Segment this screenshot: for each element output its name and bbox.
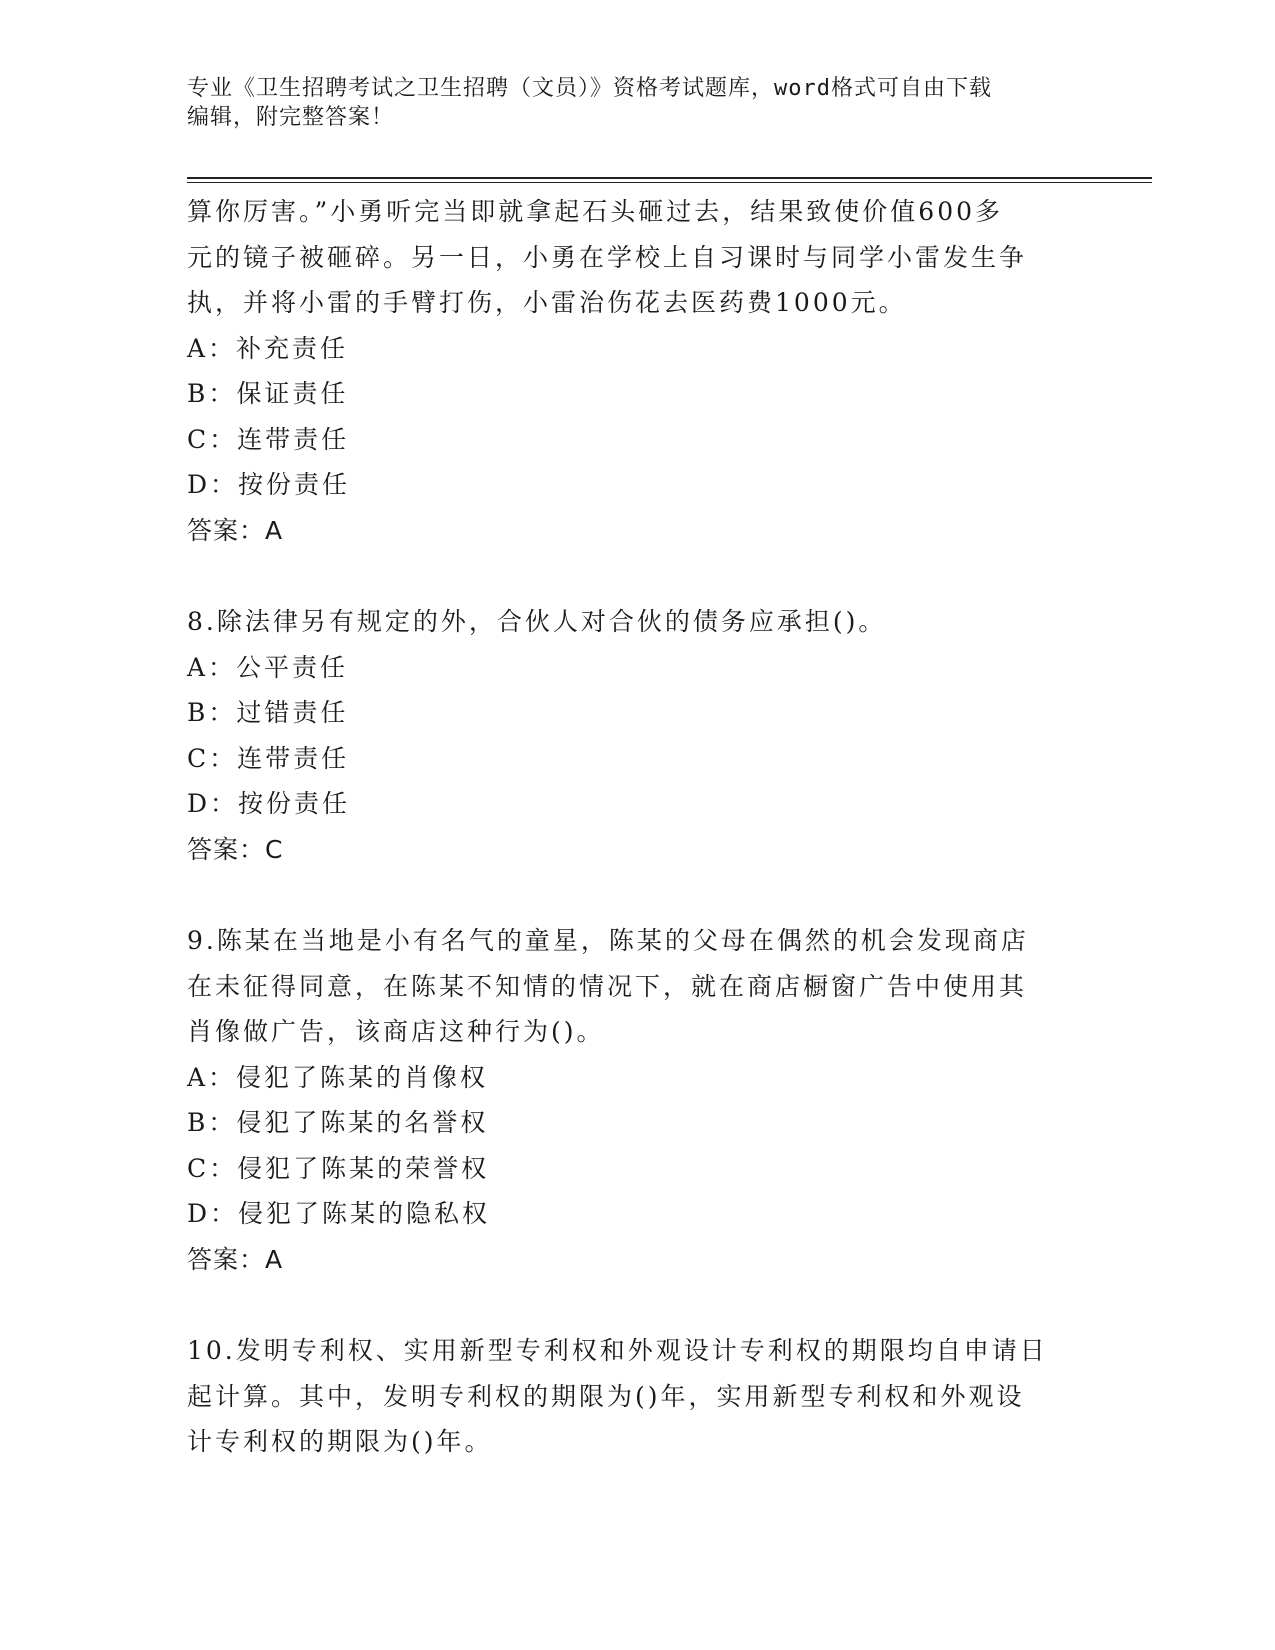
header-rule-thick (187, 177, 1152, 179)
option-a: A：侵犯了陈某的肖像权 (187, 1062, 489, 1092)
header-rule-thin (187, 182, 1152, 183)
question-text-line: 算你厉害。”小勇听完当即就拿起石头砸过去，结果致使价值600多 (187, 197, 1004, 226)
question-text-line: 在未征得同意，在陈某不知情的情况下，就在商店橱窗广告中使用其 (187, 971, 1028, 1001)
question-text-line: 元的镜子被砸碎。另一日，小勇在学校上自习课时与同学小雷发生争 (187, 242, 1028, 272)
option-c: C：连带责任 (187, 424, 350, 454)
answer: 答案：A (187, 1244, 284, 1274)
option-a: A：补充责任 (187, 333, 349, 363)
option-c: C：侵犯了陈某的荣誉权 (187, 1153, 490, 1183)
spacer (187, 1282, 1087, 1328)
answer: 答案：C (187, 834, 284, 864)
spacer (187, 553, 1087, 599)
question-8 (187, 599, 1087, 872)
question-9 (187, 918, 1087, 1282)
question-text-line: 8.除法律另有规定的外，合伙人对合伙的债务应承担()。 (187, 607, 887, 636)
option-b: B：过错责任 (187, 698, 349, 727)
question-7 (187, 189, 1087, 553)
question-10 (187, 1328, 1087, 1465)
header-line-2: 编辑，附完整答案！ (187, 105, 395, 130)
option-d: D：按份责任 (187, 470, 351, 499)
spacer (187, 872, 1087, 918)
question-content (187, 189, 1087, 1465)
question-text-line: 10.发明专利权、实用新型专利权和外观设计专利权的期限均自申请日 (187, 1336, 1048, 1365)
option-b: B：保证责任 (187, 379, 349, 408)
question-text-line: 肖像做广告，该商店这种行为()。 (187, 1017, 605, 1046)
document-header (187, 74, 1087, 132)
question-text-line: 起计算。其中，发明专利权的期限为()年，实用新型专利权和外观设 (187, 1381, 1025, 1411)
option-a: A：公平责任 (187, 652, 349, 682)
answer: 答案：A (187, 515, 284, 545)
question-text-line: 9.陈某在当地是小有名气的童星，陈某的父母在偶然的机会发现商店 (187, 926, 1029, 955)
header-line-1: 专业《卫生招聘考试之卫生招聘（文员）》资格考试题库，word格式可自由下载 (187, 76, 992, 101)
question-text-line: 执，并将小雷的手臂打伤，小雷治伤花去医药费1000元。 (187, 288, 907, 317)
option-b: B：侵犯了陈某的名誉权 (187, 1108, 489, 1137)
option-d: D：侵犯了陈某的隐私权 (187, 1199, 491, 1228)
option-d: D：按份责任 (187, 789, 351, 818)
option-c: C：连带责任 (187, 743, 350, 773)
question-text-line: 计专利权的期限为()年。 (187, 1427, 493, 1456)
